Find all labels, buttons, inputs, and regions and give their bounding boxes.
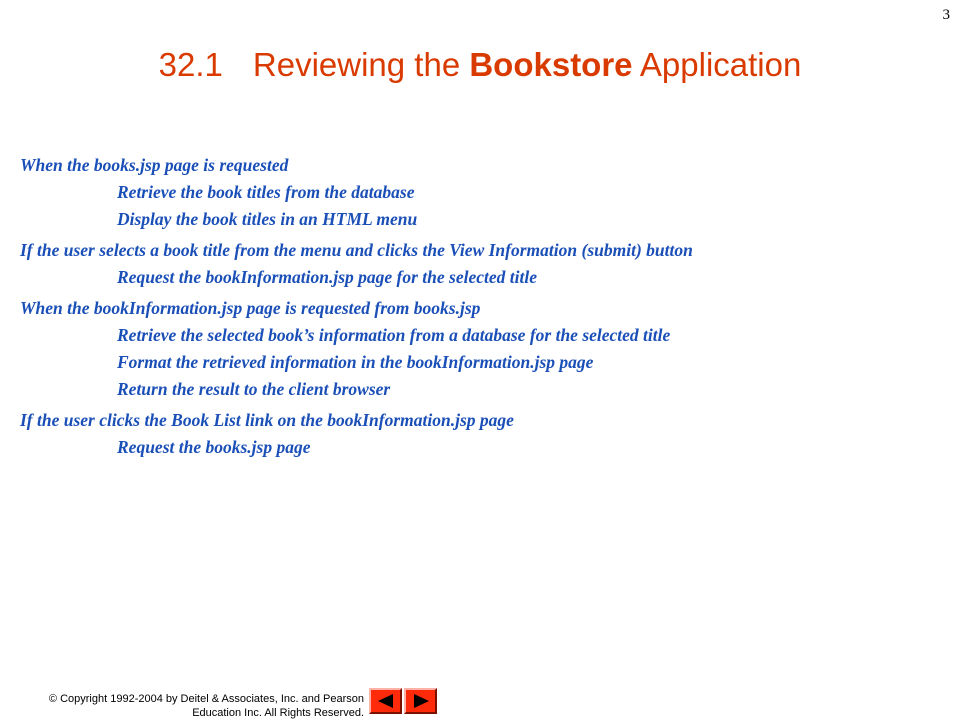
pseudocode-block — [20, 407, 955, 461]
slide-navigation — [369, 688, 437, 714]
pseudocode-step: Request the bookInformation.jsp page for the selected title — [117, 267, 537, 287]
pseudocode-step: Return the result to the client browser — [117, 379, 391, 399]
previous-slide-button[interactable] — [369, 688, 402, 714]
pseudocode-condition: When the bookInformation.jsp page is requested from books.jsp — [20, 298, 481, 318]
pseudocode-step: Format the retrieved information in the bookInformation.jsp page — [117, 352, 594, 372]
pseudocode — [20, 152, 955, 461]
pseudocode-step: Request the books.jsp page — [117, 437, 311, 457]
right-arrow-icon — [408, 692, 434, 710]
title-text-after: Application — [632, 46, 802, 83]
pseudocode-condition: When the books.jsp page is requested — [20, 155, 289, 175]
page-number: 3 — [942, 7, 950, 23]
pseudocode-step: Display the book titles in an HTML menu — [117, 209, 418, 229]
copyright-notice — [4, 692, 364, 720]
pseudocode-condition: If the user selects a book title from the menu and clicks the View Information (submit) button — [20, 240, 693, 260]
copyright-line-2: Education Inc. All Rights Reserved. — [192, 707, 364, 719]
pseudocode-block — [20, 152, 955, 233]
slide-title — [0, 46, 960, 84]
title-emphasis: Bookstore — [469, 46, 633, 83]
title-text-before: Reviewing the — [252, 46, 470, 83]
next-slide-button[interactable] — [404, 688, 437, 714]
pseudocode-block — [20, 237, 955, 291]
pseudocode-step: Retrieve the book titles from the database — [117, 182, 415, 202]
left-arrow-icon — [373, 692, 399, 710]
copyright-line-1: © Copyright 1992-2004 by Deitel & Associates, Inc. and Pearson — [48, 693, 364, 705]
pseudocode-step: Retrieve the selected book’s information from a database for the selected title — [117, 325, 671, 345]
section-number: 32.1 — [158, 46, 223, 83]
pseudocode-block — [20, 295, 955, 403]
pseudocode-condition: If the user clicks the Book List link on the bookInformation.jsp page — [20, 410, 514, 430]
